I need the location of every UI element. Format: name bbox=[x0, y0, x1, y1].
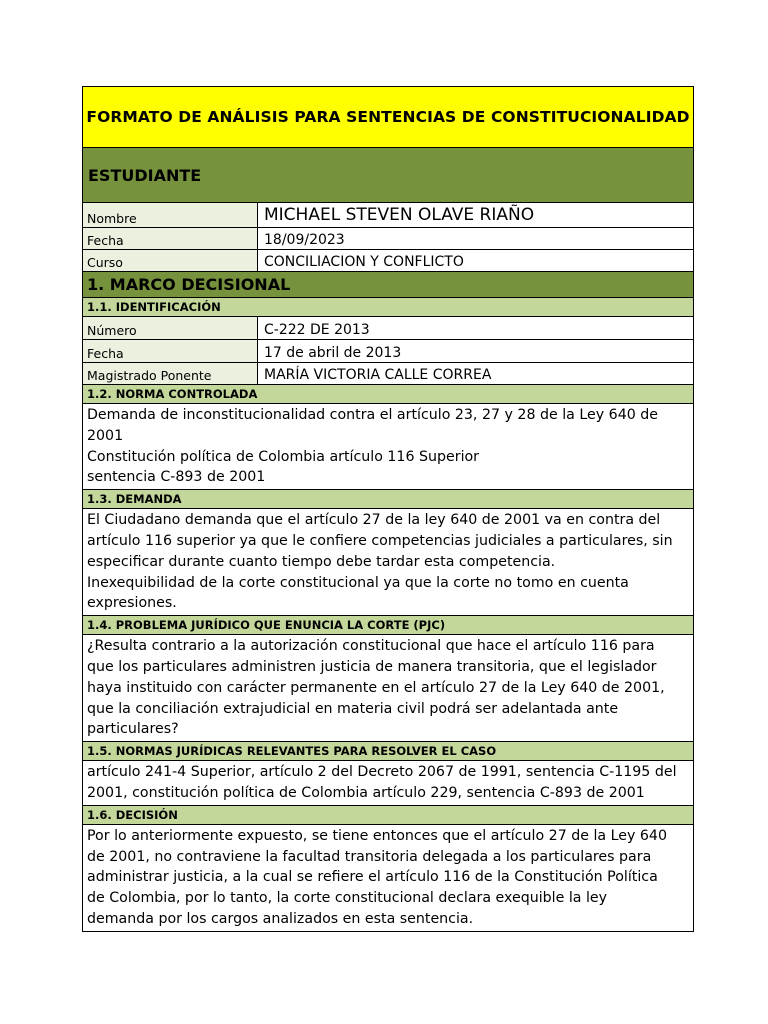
normas-relevantes-header: 1.5. NORMAS JURÍDICAS RELEVANTES PARA RESOLVER EL CASO bbox=[83, 742, 693, 761]
text-line: sentencia C-893 de 2001 bbox=[87, 469, 266, 486]
student-date-label: Fecha bbox=[83, 228, 258, 249]
text-line: 2001, constitución política de Colombia artículo 229, sentencia C-893 de 2001 bbox=[87, 784, 645, 801]
text-line: Por lo anteriormente expuesto, se tiene entonces que el artículo 27 de la Ley 640 bbox=[87, 827, 667, 844]
sentence-number-label: Número bbox=[83, 317, 258, 339]
student-name-label: Nombre bbox=[83, 203, 258, 227]
student-date-row bbox=[83, 228, 693, 250]
text-line: que los particulares administren justicia de manera transitoria, que el legislador bbox=[87, 658, 657, 675]
text-line: 2001 bbox=[87, 427, 124, 444]
magistrate-label: Magistrado Ponente bbox=[83, 363, 258, 384]
sentence-date-value: 17 de abril de 2013 bbox=[264, 345, 402, 361]
demanda-text bbox=[83, 509, 693, 616]
student-section-header: ESTUDIANTE bbox=[83, 148, 693, 203]
text-line: ¿Resulta contrario a la autorización constitucional que hace el artículo 116 para bbox=[87, 638, 655, 655]
identificacion-header: 1.1. IDENTIFICACIÓN bbox=[83, 298, 693, 317]
text-line: de Colombia, por lo tanto, la corte constitucional declara exequible la ley bbox=[87, 890, 608, 907]
student-course-row bbox=[83, 250, 693, 272]
sentence-number-value: C-222 DE 2013 bbox=[264, 322, 370, 338]
text-line: especificar durante cuanto tiempo debe tardar esta competencia. bbox=[87, 553, 556, 570]
normas-relevantes-text bbox=[83, 761, 693, 806]
analysis-form bbox=[82, 86, 694, 932]
form-title: FORMATO DE ANÁLISIS PARA SENTENCIAS DE CONSTITUCIONALIDAD bbox=[83, 87, 693, 148]
sentence-number-row bbox=[83, 317, 693, 340]
magistrate-row bbox=[83, 363, 693, 385]
problema-juridico-text bbox=[83, 635, 693, 742]
text-line: administrar justicia, a la cual se refiere el artículo 116 de la Constitución Política bbox=[87, 869, 658, 886]
student-course-label: Curso bbox=[83, 250, 258, 271]
student-date-value: 18/09/2023 bbox=[264, 232, 345, 248]
text-line: Inexequibilidad de la corte constitucional ya que la corte no tomo en cuenta bbox=[87, 574, 629, 591]
text-line: demanda por los cargos analizados en esta sentencia. bbox=[87, 910, 474, 927]
text-line: Constitución política de Colombia artículo 116 Superior bbox=[87, 448, 480, 465]
text-line: que la conciliación extrajudicial en materia civil podrá ser adelantada ante bbox=[87, 700, 619, 717]
text-line: artículo 241-4 Superior, artículo 2 del Decreto 2067 de 1991, sentencia C-1195 del bbox=[87, 764, 677, 781]
norma-controlada-header: 1.2. NORMA CONTROLADA bbox=[83, 385, 693, 404]
problema-juridico-header: 1.4. PROBLEMA JURÍDICO QUE ENUNCIA LA CORTE (PJC) bbox=[83, 616, 693, 635]
text-line: El Ciudadano demanda que el artículo 27 de la ley 640 de 2001 va en contra del bbox=[87, 512, 661, 529]
text-line: de 2001, no contraviene la facultad transitoria delegada a los particulares para bbox=[87, 848, 652, 865]
text-line: artículo 116 superior ya que le confiere competencias judiciales a particulares, sin bbox=[87, 532, 673, 549]
magistrate-value: MARÍA VICTORIA CALLE CORREA bbox=[264, 367, 492, 383]
decision-header: 1.6. DECISIÓN bbox=[83, 806, 693, 825]
decision-text bbox=[83, 825, 693, 931]
text-line: haya instituido con carácter permanente en el artículo 27 de la Ley 640 de 2001, bbox=[87, 679, 665, 696]
student-name-row bbox=[83, 203, 693, 228]
text-line: Demanda de inconstitucionalidad contra el artículo 23, 27 y 28 de la Ley 640 de bbox=[87, 407, 658, 423]
sentence-date-row bbox=[83, 340, 693, 363]
text-line: expresiones. bbox=[87, 595, 177, 612]
norma-controlada-text bbox=[83, 404, 693, 490]
marco-decisional-header: 1. MARCO DECISIONAL bbox=[83, 272, 693, 298]
sentence-date-label: Fecha bbox=[83, 340, 258, 362]
student-name-value: MICHAEL STEVEN OLAVE RIAÑO bbox=[264, 204, 535, 225]
student-course-value: CONCILIACION Y CONFLICTO bbox=[264, 254, 464, 270]
text-line: particulares? bbox=[87, 721, 179, 738]
demanda-header: 1.3. DEMANDA bbox=[83, 490, 693, 509]
